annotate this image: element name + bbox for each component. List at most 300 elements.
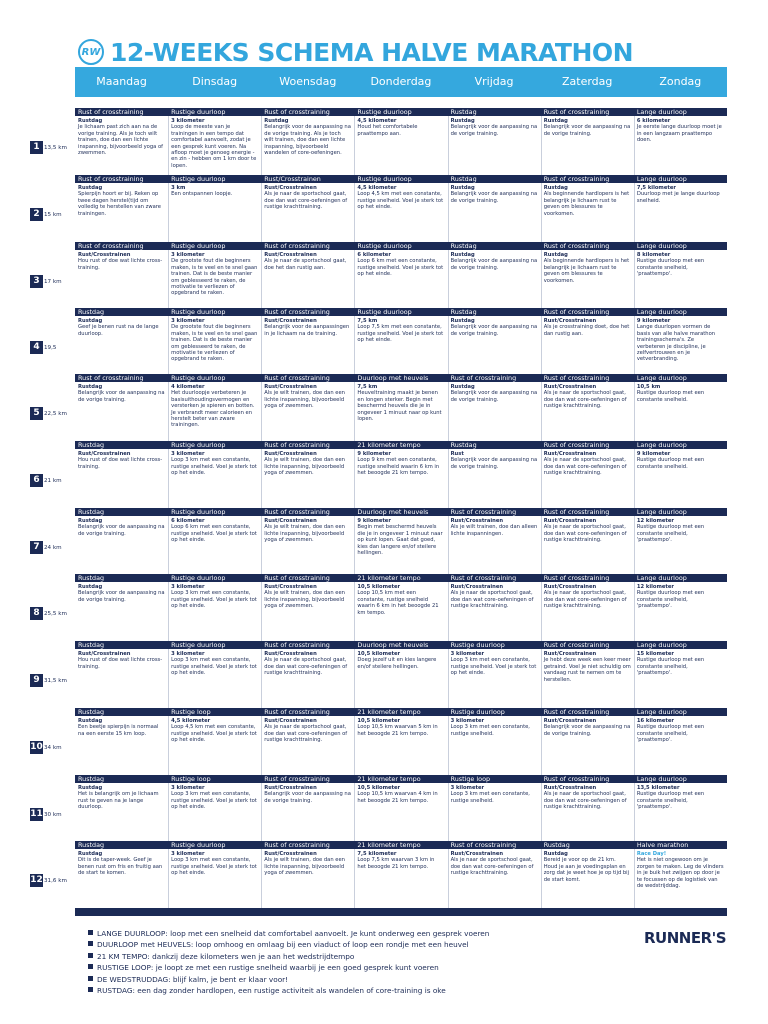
session-description: Als beginnende hardlopers is het belangrijk je lichaam rust te geven om blessures te voorkomen. <box>543 258 630 284</box>
session-cell <box>448 252 541 307</box>
session-title: 15 kilometer <box>636 651 674 657</box>
session-cell <box>354 718 447 774</box>
bullet-square-icon <box>88 976 93 981</box>
session-type: Rust/Crosstrainen <box>264 175 321 183</box>
week-header <box>75 175 727 183</box>
session-type: Rust of crosstraining <box>543 641 610 649</box>
session-type: Rustdag <box>450 308 477 316</box>
session-type: Rust of crosstraining <box>543 441 610 449</box>
session-title: Rustdag <box>78 518 103 524</box>
session-type: Rust of crosstraining <box>543 242 610 250</box>
session-cell <box>448 118 541 174</box>
week-distance: 13,5 km <box>44 145 67 151</box>
session-title: 4 kilometer <box>171 384 205 390</box>
session-cell <box>634 718 727 774</box>
session-title: 3 kilometer <box>450 785 485 791</box>
session-cell <box>448 651 541 707</box>
session-cell <box>634 851 727 907</box>
session-title: Rust/Crosstrainen <box>543 785 597 791</box>
session-description: De grootste fout die beginners maken, is te veel en te snel gaan trainen. Dat is de beste manier om geblesseerd te raken, de motivatie te verliezen of opgebrand te raken. <box>171 258 258 297</box>
session-type: Duurloop met heuvels <box>357 508 429 516</box>
session-type: 21 kilometer tempo <box>357 841 421 849</box>
week-distance: 34 km <box>44 745 62 751</box>
session-description: Belangrijk voor de aanpassing na de vorige training. <box>450 324 538 337</box>
session-title: Rust/Crosstrainen <box>450 518 504 524</box>
session-type: Rust of crosstraining <box>264 574 330 582</box>
session-cell <box>168 118 261 174</box>
session-title: 8 kilometer <box>636 252 671 258</box>
session-cell <box>261 718 354 774</box>
legend-text: RUSTDAG: een dag zonder hardlopen, een rustige activiteit als wandelen of core-training is oke <box>97 986 446 996</box>
week-body <box>75 250 727 308</box>
session-description: Als je wilt trainen, doe dan alleen lichte inspanningen. <box>450 524 538 537</box>
session-description: Loop 9 km met een constante, rustige snelheid waarin 6 km in het beoogde 21 km tempo. <box>357 457 440 477</box>
day-header-4: Donderdag <box>370 75 432 88</box>
week-body <box>75 783 727 841</box>
session-cell <box>75 118 168 174</box>
session-type: Lange duurloop <box>636 641 687 649</box>
session-cell <box>168 851 261 907</box>
session-title: Rustdag <box>450 252 475 258</box>
session-description: Je lichaam past zich aan na de vorige training. Als je toch wilt trainen, doe dan een lichte inspanning, bijvoorbeeld yoga of zwemmen. <box>78 124 163 157</box>
session-description: Als je wilt trainen, doe dan een lichte inspanning, bijvoorbeeld yoga of zwemmen. <box>264 524 345 544</box>
session-description: Belangrijk voor de aanpassing na de vorige training. <box>264 791 351 804</box>
week-distance: 31,6 km <box>44 878 67 884</box>
session-description: Houd het comfortabele praattempo aan. <box>357 124 418 137</box>
session-type: Lange duurloop <box>636 308 687 316</box>
session-title: 3 kilometer <box>171 651 205 657</box>
session-description: Als je naar de sportschool gaat, doe dan wat core-oefeningen of rustige krachttraining. <box>543 524 627 544</box>
session-description: Rustige duurloop met een constante snelheid, 'praattempo'. <box>636 258 705 278</box>
week-row-8 <box>75 574 727 641</box>
session-type: Rust of crosstraining <box>78 175 144 183</box>
session-type: Halve marathon <box>636 841 689 849</box>
session-title: 4,5 kilometer <box>357 185 397 191</box>
week-number: 8 <box>30 607 43 620</box>
session-type: Rustige duurloop <box>171 242 226 250</box>
session-cell <box>354 451 447 507</box>
session-cell <box>354 318 447 373</box>
session-title: Rust/Crosstrainen <box>264 252 317 258</box>
session-type: Rust of crosstraining <box>543 175 610 183</box>
session-cell <box>448 185 541 241</box>
session-type: Lange duurloop <box>636 108 687 116</box>
week-distance: 19,5 <box>44 345 57 351</box>
session-cell <box>75 651 168 707</box>
session-title: 10,5 kilometer <box>357 651 401 657</box>
session-title: Rustdag <box>78 118 103 124</box>
session-title: 3 km <box>171 185 186 191</box>
session-type: Rust of crosstraining <box>543 708 610 716</box>
session-description: Rustige duurloop met een constante snelheid, 'praattempo'. <box>636 657 705 677</box>
session-type: Rustdag <box>450 108 477 116</box>
session-type: Lange duurloop <box>636 175 687 183</box>
week-body <box>75 116 727 175</box>
session-cell <box>634 384 727 440</box>
session-cell <box>634 185 727 241</box>
week-row-11 <box>75 775 727 841</box>
week-row-10 <box>75 708 727 775</box>
session-cell <box>634 518 727 573</box>
session-description: Loop 3 km met een constante, rustige snelheid. Voel je sterk tot op het einde. <box>171 590 257 610</box>
session-type: Lange duurloop <box>636 775 687 783</box>
session-cell <box>634 651 727 707</box>
week-body <box>75 382 727 441</box>
session-type: Rustdag <box>78 841 105 849</box>
session-type: Duurloop met heuvels <box>357 641 429 649</box>
week-header <box>75 708 727 716</box>
session-cell <box>168 718 261 774</box>
session-type: Rustige duurloop <box>450 708 505 716</box>
day-header-5: Vrijdag <box>474 75 514 88</box>
session-type: Rust of crosstraining <box>264 641 330 649</box>
session-description: Als je wilt trainen, doe dan een lichte inspanning, bijvoorbeeld yoga of zwemmen. <box>264 457 345 477</box>
session-cell <box>168 584 261 640</box>
session-description: Loop 3 km met een constante, rustige snelheid. Voel je sterk tot op het einde. <box>450 657 537 677</box>
session-description: Loop 10,5 km waarvan 4 km in het beoogde 21 km tempo. <box>357 791 438 804</box>
session-description: Belangrijk voor de aanpassing na de vorige training. <box>78 524 165 537</box>
session-type: Rustige duurloop <box>171 308 226 316</box>
title-text: 12-WEEKS SCHEMA HALVE MARATHON <box>110 37 634 67</box>
session-type: Rustige loop <box>171 708 211 716</box>
session-type: Rustige duurloop <box>171 441 226 449</box>
week-row-9 <box>75 641 727 708</box>
session-cell <box>75 318 168 373</box>
session-title: Rust/Crosstrainen <box>78 252 131 258</box>
session-description: Loop 6 km met een constante, rustige snelheid. Voel je sterk tot op het einde. <box>171 524 257 544</box>
week-number: 3 <box>30 275 43 288</box>
session-description: Als je naar de sportschool gaat, doe het dan rustig aan. <box>264 258 347 271</box>
session-type: Rustige duurloop <box>171 374 226 382</box>
legend-item <box>88 962 489 973</box>
session-title: Rust/Crosstrainen <box>264 718 317 724</box>
session-type: Rustige duurloop <box>171 641 226 649</box>
session-description: Belangrijk voor de aanpassing na de vorige training. <box>450 191 538 204</box>
week-number: 9 <box>30 674 43 687</box>
session-type: Rustige duurloop <box>171 508 226 516</box>
session-description: Loop de meeste van je trainingen in een tempo dat comfortabel aanvoelt, zodat je een gesprek kunt voeren. Na afloop moet je genoeg energie - en zin - hebben om 1 km door te lopen. <box>171 124 257 169</box>
session-type: 21 kilometer tempo <box>357 708 421 716</box>
day-header-6: Zaterdag <box>561 75 613 88</box>
session-cell <box>541 118 634 174</box>
week-number: 4 <box>30 341 43 354</box>
session-type: Rust of crosstraining <box>78 108 144 116</box>
week-body <box>75 449 727 508</box>
session-type: Rustdag <box>78 641 105 649</box>
session-cell <box>168 451 261 507</box>
session-title: 3 kilometer <box>450 718 485 724</box>
session-type: 21 kilometer tempo <box>357 775 421 783</box>
session-cell <box>168 518 261 573</box>
session-title: Rust/Crosstrainen <box>264 651 317 657</box>
session-type: Lange duurloop <box>636 374 687 382</box>
week-number: 2 <box>30 208 43 221</box>
session-cell <box>448 318 541 373</box>
session-cell <box>354 851 447 907</box>
session-title: Rustdag <box>543 851 568 857</box>
session-type: Rustige duurloop <box>171 175 226 183</box>
session-title: Rust/Crosstrainen <box>264 584 317 590</box>
session-type: Rust of crosstraining <box>78 242 144 250</box>
session-description: Als je naar de sportschool gaat, doe dan wat core-oefeningen of rustige krachttraining. <box>450 857 534 877</box>
week-header <box>75 841 727 849</box>
session-title: Rustdag <box>450 118 475 124</box>
session-cell <box>75 185 168 241</box>
session-type: Rustdag <box>450 441 477 449</box>
session-type: Rustige duurloop <box>171 841 226 849</box>
week-body <box>75 582 727 641</box>
legend-text: DUURLOOP met HEUVELS: loop omhoog en omlaag bij een viaduct of loop een rondje met een heuvel <box>97 940 469 950</box>
session-title: 3 kilometer <box>171 451 205 457</box>
session-title: 6 kilometer <box>171 518 205 524</box>
session-title: Rust/Crosstrainen <box>543 651 597 657</box>
session-type: Rust of crosstraining <box>543 374 610 382</box>
session-cell <box>541 584 634 640</box>
session-cell <box>541 252 634 307</box>
session-title: Rustdag <box>450 318 475 324</box>
session-type: Rust of crosstraining <box>543 508 610 516</box>
session-description: Belangrijk voor de aanpassing na de vorige training. <box>543 724 631 737</box>
session-cell <box>354 584 447 640</box>
week-body <box>75 183 727 242</box>
session-description: Rustige duurloop met een constante snelheid. <box>636 390 705 403</box>
session-cell <box>168 384 261 440</box>
session-description: Rustige duurloop met een constante snelheid, 'praattempo'. <box>636 590 705 610</box>
session-description: Geef je benen rust na de lange duurloop. <box>78 324 159 337</box>
week-row-2 <box>75 175 727 242</box>
session-description: Loop 3 km met een constante, rustige snelheid. Voel je sterk tot op het einde. <box>171 657 257 677</box>
session-description: Belangrijk voor de aanpassing na de vorige training. <box>543 124 631 137</box>
session-description: Je hebt deze week een keer meer getraind. Voel je niet schuldig om vandaag rust te nemen om te herstellen. <box>543 657 631 683</box>
legend-item <box>88 985 489 996</box>
session-cell <box>448 718 541 774</box>
session-description: Duurloop met je lange duurloop snelheid. <box>636 191 720 204</box>
session-title: Rust/Crosstrainen <box>543 584 597 590</box>
week-distance: 17 km <box>44 279 62 285</box>
session-title: Rust/Crosstrainen <box>264 785 317 791</box>
session-type: Rust of crosstraining <box>78 374 144 382</box>
session-title: Rustdag <box>78 185 103 191</box>
week-header <box>75 574 727 582</box>
session-description: Als je naar de sportschool gaat, doe dan wat core-oefeningen of rustige krachttraining. <box>450 590 534 610</box>
session-description: Spierpijn hoort er bij. Reken op twee dagen herstel(tijd om volledig te herstellen van zware trainingen. <box>78 191 161 217</box>
week-distance: 30 km <box>44 812 62 818</box>
session-type: Rust of crosstraining <box>264 374 330 382</box>
legend-text: LANGE DUURLOOP: loop met een snelheid dat comfortabel aanvoelt. Je kunt onderweg een gesprek voeren <box>97 929 490 938</box>
session-type: Rust of crosstraining <box>450 508 517 516</box>
session-type: Rust of crosstraining <box>264 508 330 516</box>
week-distance: 25,5 km <box>44 611 67 617</box>
week-body <box>75 316 727 374</box>
session-description: Belangrijk voor de aanpassing na de vorige training. <box>78 390 165 403</box>
session-title: Rust/Crosstrainen <box>450 584 504 590</box>
session-cell <box>261 651 354 707</box>
session-description: Het is niet ongewoon om je zorgen te maken. Leg de vlinders in je buik het zwijgen op door je te focussen op de logistiek van de wedstrijddag. <box>636 857 724 890</box>
legend <box>88 928 489 996</box>
session-title: Rustdag <box>78 318 103 324</box>
session-description: Rustige duurloop met een constante snelheid, 'praattempo'. <box>636 524 705 544</box>
session-description: Lange duurlopen vormen de basis van alle halve marathon trainingsschema's. Ze verbeteren je discipline, je zelfvertrouwen en je vetverbranding. <box>636 324 716 363</box>
week-body <box>75 516 727 574</box>
grid-end-bar <box>75 908 727 916</box>
day-header-1: Maandag <box>96 75 147 88</box>
session-title: 3 kilometer <box>171 252 205 258</box>
session-cell <box>75 785 168 840</box>
session-title: Rust/Crosstrainen <box>264 384 317 390</box>
session-cell <box>541 851 634 907</box>
session-type: Rust of crosstraining <box>264 841 330 849</box>
week-distance: 31,5 km <box>44 678 67 684</box>
session-title: 10,5 kilometer <box>357 785 401 791</box>
session-title: 9 kilometer <box>357 518 391 524</box>
session-title: 3 kilometer <box>171 318 205 324</box>
week-row-3 <box>75 242 727 308</box>
session-type: Rust of crosstraining <box>543 574 610 582</box>
session-title: Rustdag <box>78 384 103 390</box>
session-description: Rustige duurloop met een constante snelheid, 'praattempo'. <box>636 724 705 744</box>
week-number: 5 <box>30 407 43 420</box>
session-description: Hou rust of doe wat lichte cross-training. <box>78 457 163 470</box>
session-cell <box>261 252 354 307</box>
session-description: Loop 7,5 km met een constante, rustige snelheid. Voel je sterk tot op het einde. <box>357 324 444 344</box>
session-type: Rust of crosstraining <box>264 775 330 783</box>
week-number: 7 <box>30 541 43 554</box>
session-cell <box>168 785 261 840</box>
session-title: 4,5 kilometer <box>171 718 211 724</box>
session-description: Heuveltraining maakt je benen en longen sterker. Begin met beschermd heuvels die je in ongeveer 1 minuut naar op kunt lopen. <box>357 390 442 423</box>
session-type: Rustige duurloop <box>450 641 505 649</box>
session-cell <box>541 651 634 707</box>
session-type: Rust of crosstraining <box>264 441 330 449</box>
session-title: 7,5 kilometer <box>357 851 397 857</box>
week-distance: 21 km <box>44 478 62 484</box>
session-cell <box>261 451 354 507</box>
day-header-3: Woensdag <box>279 75 337 88</box>
session-cell <box>75 451 168 507</box>
session-title: Rustdag <box>78 584 103 590</box>
bullet-square-icon <box>88 987 93 992</box>
session-description: Loop 6 km met een constante, rustige snelheid. Voel je sterk tot op het einde. <box>357 258 444 278</box>
session-cell <box>541 384 634 440</box>
week-body <box>75 716 727 775</box>
session-description: Hou rust of doe wat lichte cross-training. <box>78 657 163 670</box>
session-description: De grootste fout die beginners maken, is te veel en te snel gaan trainen. Dat is de beste manier om geblesseerd te raken, de motivatie te verliezen of opgebrand te raken. <box>171 324 258 363</box>
week-row-7 <box>75 508 727 574</box>
session-description: Als je naar de sportschool gaat, doe dan wat core-oefeningen of rustige krachttraining. <box>264 657 348 677</box>
session-description: Loop 7,5 km waarvan 3 km in het beoogde 21 km tempo. <box>357 857 435 870</box>
bullet-square-icon <box>88 941 93 946</box>
session-cell <box>261 318 354 373</box>
session-type: 21 kilometer tempo <box>357 574 421 582</box>
session-title: Rust/Crosstrainen <box>450 851 504 857</box>
session-description: Als je naar de sportschool gaat, doe dan wat core-oefeningen of rustige krachttraining. <box>543 791 627 811</box>
session-cell <box>168 651 261 707</box>
session-type: Lange duurloop <box>636 508 687 516</box>
session-title: 3 kilometer <box>171 851 205 857</box>
week-header <box>75 508 727 516</box>
session-description: Belangrijk voor de aanpassing na de vorige training. <box>450 124 538 137</box>
session-description: Belangrijk voor de aanpassing na de vorige training. <box>450 457 538 470</box>
session-cell <box>168 252 261 307</box>
session-title: Rust/Crosstrainen <box>543 384 597 390</box>
runners-brand-logo: RUNNER'S <box>644 929 727 947</box>
week-header <box>75 441 727 449</box>
bullet-square-icon <box>88 930 93 935</box>
session-description: Het is belangrijk om je lichaam rust te geven na je lange duurloop. <box>78 791 159 811</box>
session-cell <box>541 518 634 573</box>
session-title: Rust/Crosstrainen <box>543 718 597 724</box>
week-header <box>75 641 727 649</box>
session-description: Belangrijk voor de aanpassingen in je lichaam na de training. <box>264 324 350 337</box>
legend-item <box>88 974 489 985</box>
bullet-square-icon <box>88 953 93 958</box>
session-type: Rustige duurloop <box>357 242 412 250</box>
session-type: Rustige loop <box>450 775 491 783</box>
session-type: Rustige duurloop <box>171 574 226 582</box>
session-cell <box>261 384 354 440</box>
session-cell <box>634 252 727 307</box>
session-description: Loop 4,5 km met een constante, rustige snelheid. Voel je sterk tot op het einde. <box>171 724 257 744</box>
session-cell <box>354 252 447 307</box>
session-title: Rust/Crosstrainen <box>264 318 317 324</box>
session-type: Lange duurloop <box>636 574 687 582</box>
session-description: Als je naar de sportschool gaat, doe dan wat core-oefeningen of rustige krachttraining. <box>264 191 348 211</box>
session-type: Rust of crosstraining <box>543 308 610 316</box>
session-title: Rustdag <box>450 185 475 191</box>
session-description: Als je naar de sportschool gaat, doe dan wat core-oefeningen of rustige krachttraining. <box>543 590 627 610</box>
session-cell <box>541 718 634 774</box>
session-description: Een beetje spierpijn is normaal na een eerste 15 km loop. <box>78 724 159 737</box>
session-title: 3 kilometer <box>171 785 205 791</box>
session-cell <box>354 185 447 241</box>
session-type: Rust of crosstraining <box>450 374 517 382</box>
session-cell <box>168 185 261 241</box>
session-type: Rust of crosstraining <box>450 841 517 849</box>
session-cell <box>634 584 727 640</box>
session-title: 13,5 kilometer <box>636 785 680 791</box>
session-title: 9 kilometer <box>636 451 671 457</box>
page-title <box>78 35 633 69</box>
week-header <box>75 775 727 783</box>
session-cell <box>354 384 447 440</box>
session-type: Rustige duurloop <box>357 108 412 116</box>
session-description: Belangrijk voor de aanpassing na de vorige training. <box>450 258 538 271</box>
session-title: 3 kilometer <box>171 584 205 590</box>
session-title: 12 kilometer <box>636 518 674 524</box>
week-header <box>75 108 727 116</box>
session-type: Rustdag <box>78 508 105 516</box>
session-description: Loop 3 km met een constante, rustige snelheid. <box>450 724 530 737</box>
session-type: Duurloop met heuvels <box>357 374 429 382</box>
session-title: Rust/Crosstrainen <box>543 518 597 524</box>
schedule-grid <box>75 108 727 916</box>
session-title: Rust/Crosstrainen <box>543 318 597 324</box>
session-description: Als je wilt trainen, doe dan een lichte inspanning, bijvoorbeeld yoga of zwemmen. <box>264 590 345 610</box>
session-title: 12 kilometer <box>636 584 674 590</box>
session-title: 4,5 kilometer <box>357 118 397 124</box>
session-title: 10,5 kilometer <box>357 584 401 590</box>
session-type: 21 kilometer tempo <box>357 441 421 449</box>
session-type: Rust of crosstraining <box>264 708 330 716</box>
session-cell <box>261 785 354 840</box>
session-description: Als je naar de sportschool gaat, doe dan wat core-oefeningen of rustige krachttraining. <box>543 457 627 477</box>
session-description: Rustige duurloop met een constante snelheid. <box>636 457 705 470</box>
week-distance: 15 km <box>44 212 62 218</box>
day-header-bar <box>75 67 727 97</box>
session-cell <box>634 785 727 840</box>
session-title: 7,5 km <box>357 318 378 324</box>
session-title: Rustdag <box>543 252 568 258</box>
